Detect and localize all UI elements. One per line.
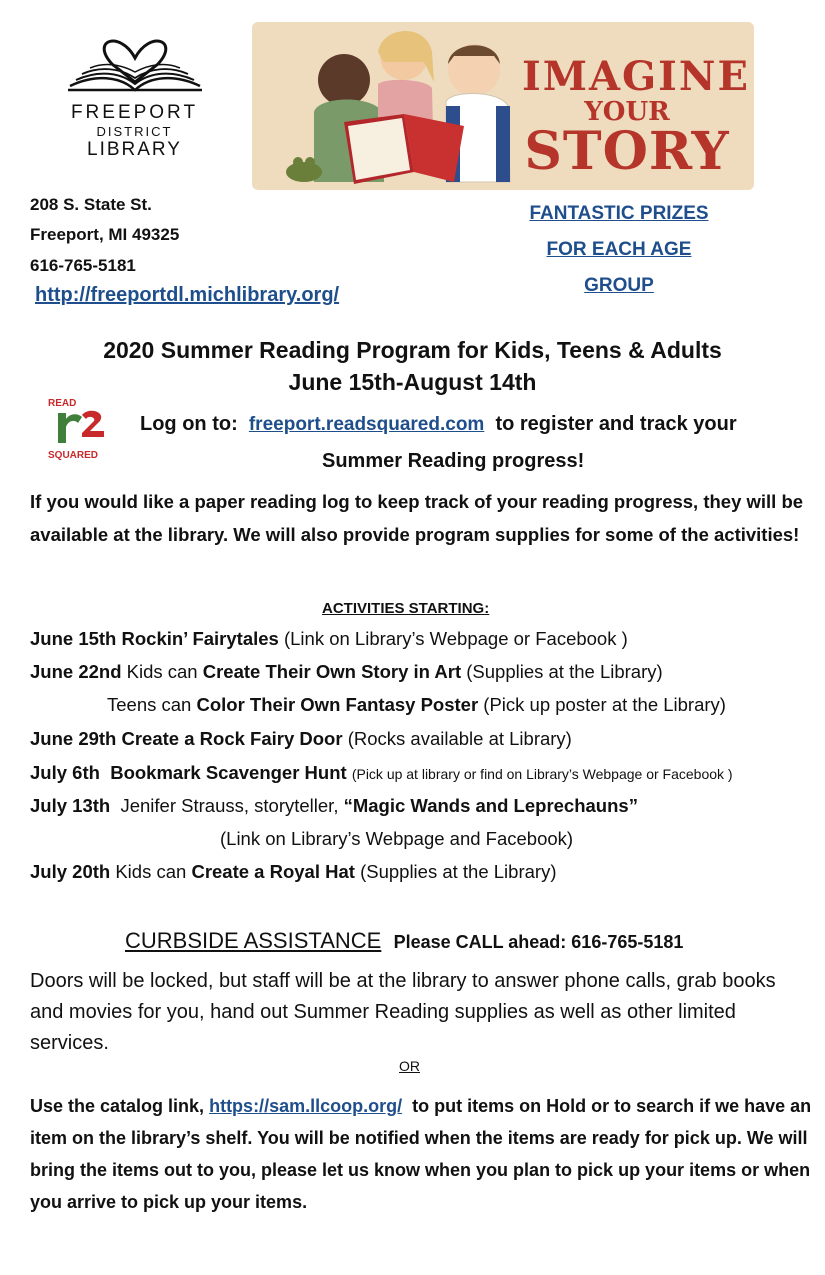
library-logo [52, 30, 217, 170]
readsquared-instructions [140, 413, 800, 436]
readsquared-logo-top: READ [48, 398, 77, 409]
activity-date: July 20th [30, 861, 111, 882]
r2-icon [48, 409, 110, 445]
children-reading-illustration [274, 22, 544, 190]
activity-date: June 15th [30, 628, 117, 649]
logo-text-district: DISTRICT [96, 124, 173, 139]
curbside-heading [125, 928, 683, 954]
activity-july-6 [30, 762, 733, 784]
activity-date: June 22nd [30, 661, 122, 682]
curbside-call: Please CALL ahead: 616-765-5181 [393, 932, 684, 952]
activity-audience: Kids can [126, 661, 198, 682]
curbside-body: Doors will be locked, but staff will be at the library to answer phone calls, grab books and movies for you, hand out Summer Reading supplies as well as other limited services. [30, 970, 776, 1054]
program-dates: June 15th-August 14th [288, 369, 537, 395]
program-title: 2020 Summer Reading Program for Kids, Teens & Adults [103, 337, 722, 363]
address-street: 208 S. State St. [30, 195, 152, 214]
activity-title: Create a Rock Fairy Door [121, 728, 343, 749]
logo-text-library: LIBRARY [87, 139, 182, 160]
banner-title-story: STORY [524, 121, 730, 182]
catalog-paragraph [30, 1090, 820, 1218]
activity-title: Color Their Own Fantasy Poster [196, 694, 479, 715]
activity-title: Rockin’ Fairytales [121, 628, 279, 649]
imagine-your-story-banner [252, 22, 754, 190]
or-divider: OR [399, 1058, 420, 1074]
logon-suffix: to register and track your [495, 413, 737, 435]
phone-number: 616-765-5181 [30, 256, 136, 275]
activity-title: Create Their Own Story in Art [202, 661, 462, 682]
activity-note: (Pick up at library or find on Library’s Webpage or Facebook ) [351, 766, 733, 782]
activity-june-29 [30, 728, 572, 750]
activity-note: (Link on Library’s Webpage or Facebook ) [283, 628, 628, 649]
activity-june-22-teens [107, 694, 726, 716]
catalog-link[interactable]: https://sam.llcoop.org/ [209, 1096, 403, 1116]
activity-audience: Teens can [107, 694, 192, 715]
activity-presenter: Jenifer Strauss, storyteller, [120, 795, 339, 816]
prizes-line-1: FANTASTIC PRIZES [529, 203, 709, 224]
program-headline [0, 334, 825, 398]
activity-date: June 29th [30, 728, 117, 749]
activity-july-20 [30, 861, 556, 883]
activities-heading: ACTIVITIES STARTING: [322, 600, 490, 617]
paper-log-paragraph: If you would like a paper reading log to keep track of your reading progress, they will be available at the library. We will also provide program supplies for some of the activities! [30, 491, 804, 545]
activity-title: “Magic Wands and Leprechauns” [343, 795, 638, 816]
catalog-prefix: Use the catalog link, [30, 1096, 205, 1116]
prizes-line-2: FOR EACH AGE [546, 239, 692, 260]
activity-july-13-note: (Link on Library’s Webpage and Facebook) [220, 828, 574, 849]
activity-note: (Pick up poster at the Library) [483, 694, 726, 715]
activity-title: Bookmark Scavenger Hunt [110, 762, 347, 783]
banner-title-your: YOUR [584, 97, 670, 127]
activity-note: (Supplies at the Library) [360, 861, 557, 882]
curbside-title: CURBSIDE ASSISTANCE [125, 928, 382, 953]
logo-text-freeport: FREEPORT [70, 102, 199, 123]
activity-july-13 [30, 795, 638, 817]
activity-june-22 [30, 661, 663, 683]
activity-note: (Rocks available at Library) [347, 728, 572, 749]
website-link[interactable]: http://freeportdl.michlibrary.org/ [35, 284, 340, 306]
readsquared-logo [48, 398, 110, 462]
address-city: Freeport, MI 49325 [30, 225, 180, 244]
heart-book-icon [60, 30, 210, 100]
prizes-callout [500, 196, 738, 304]
activity-title: Create a Royal Hat [191, 861, 355, 882]
readsquared-instructions-line2: Summer Reading progress! [322, 450, 585, 472]
activity-note: (Supplies at the Library) [466, 661, 663, 682]
activity-date: July 13th [30, 795, 111, 816]
banner-title [522, 53, 750, 182]
activity-date: July 6th [30, 762, 100, 783]
readsquared-logo-bottom: SQUARED [48, 450, 99, 461]
activity-audience: Kids can [115, 861, 187, 882]
logon-prefix: Log on to: [140, 413, 238, 435]
catalog-body: to put items on Hold or to search if we have an item on the library’s shelf. You will be notified when the items are ready for pick up. We will bring the items out to you, please let us know when you plan to pick up your items or when you arrive to pick up your items. [30, 1096, 812, 1212]
banner-title-imagine: IMAGINE [522, 53, 750, 100]
readsquared-link[interactable]: freeport.readsquared.com [248, 414, 485, 435]
prizes-line-3: GROUP [584, 275, 654, 296]
activity-june-15 [30, 628, 628, 650]
